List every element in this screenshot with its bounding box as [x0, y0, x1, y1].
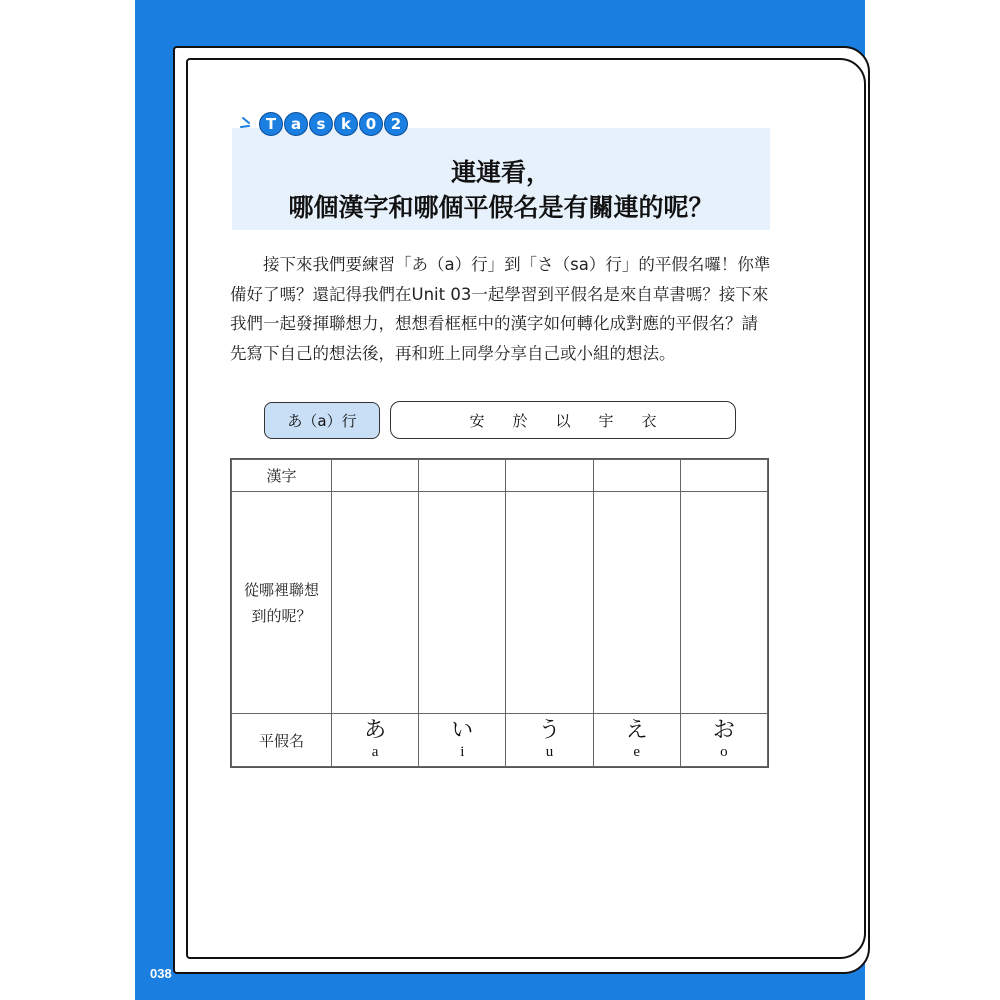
kana-romaji: u [545, 744, 554, 760]
answer-cell[interactable] [593, 460, 680, 492]
answer-cell[interactable] [419, 492, 506, 714]
page-number: 038 [150, 966, 172, 981]
task-badge-digit: 0 [359, 112, 383, 136]
row-header-kana: 平假名 [232, 714, 332, 767]
answer-cell[interactable] [593, 492, 680, 714]
kana-char: お [712, 718, 735, 743]
task-badge-digit: 2 [384, 112, 408, 136]
row-label: あ（a）行 [264, 402, 380, 439]
kana-cell [419, 714, 506, 767]
task-title-line: 哪個漢字和哪個平假名是有關連的呢？ [288, 193, 714, 222]
answer-cell[interactable] [332, 460, 419, 492]
kana-cell [593, 714, 680, 767]
kana-char: え [625, 718, 648, 743]
answer-cell[interactable] [506, 492, 593, 714]
kanji-list [390, 401, 736, 439]
kana-char: い [451, 718, 474, 743]
answer-cell[interactable] [680, 492, 767, 714]
intro-paragraph [230, 250, 772, 368]
answer-cell[interactable] [506, 460, 593, 492]
answer-cell[interactable] [419, 460, 506, 492]
sparkle-lines-icon [240, 114, 256, 134]
table-row-kanji [232, 460, 768, 492]
row-header-kanji: 漢字 [232, 460, 332, 492]
row-header-association [232, 492, 332, 714]
kana-char: あ [364, 718, 387, 743]
row-header-association-line: 從哪裡聯想 [243, 580, 319, 599]
kana-cell [680, 714, 767, 767]
kanji-item: 以 [555, 411, 571, 430]
kana-romaji: o [720, 744, 728, 760]
kanji-item: 衣 [641, 411, 657, 430]
intro-text: 接下來我們要練習「あ（a）行」到「さ（sa）行」的平假名囉！你準備好了嗎？還記得我們在Unit 03一起學習到平假名是來自草書嗎？接下來我們一起發揮聯想力，想想看框框中的漢字如何轉化成對應的平假名？請先寫下自己的想法後，再和班上同學分享自己或小組的想法。 [230, 255, 771, 363]
kanji-item: 於 [512, 411, 528, 430]
task-badge-letter: T [259, 112, 283, 136]
answer-cell[interactable] [680, 460, 767, 492]
kana-cell [332, 714, 419, 767]
task-badge [240, 112, 408, 136]
kanji-item: 宇 [598, 411, 614, 430]
task-badge-letter: a [284, 112, 308, 136]
kana-romaji: e [633, 744, 640, 760]
task-title-line: 連連看， [450, 158, 551, 187]
task-title [232, 155, 770, 225]
kana-romaji: i [460, 744, 465, 760]
table-row-association [232, 492, 768, 714]
kanji-item: 安 [469, 411, 485, 430]
task-badge-letter: k [334, 112, 358, 136]
row-header-association-line: 到的呢？ [251, 606, 312, 625]
kana-char: う [538, 718, 561, 743]
kana-cell [506, 714, 593, 767]
worksheet-table [230, 458, 769, 768]
task-badge-letter: s [309, 112, 333, 136]
kana-romaji: a [371, 744, 379, 760]
table-row-kana [232, 714, 768, 767]
answer-cell[interactable] [332, 492, 419, 714]
